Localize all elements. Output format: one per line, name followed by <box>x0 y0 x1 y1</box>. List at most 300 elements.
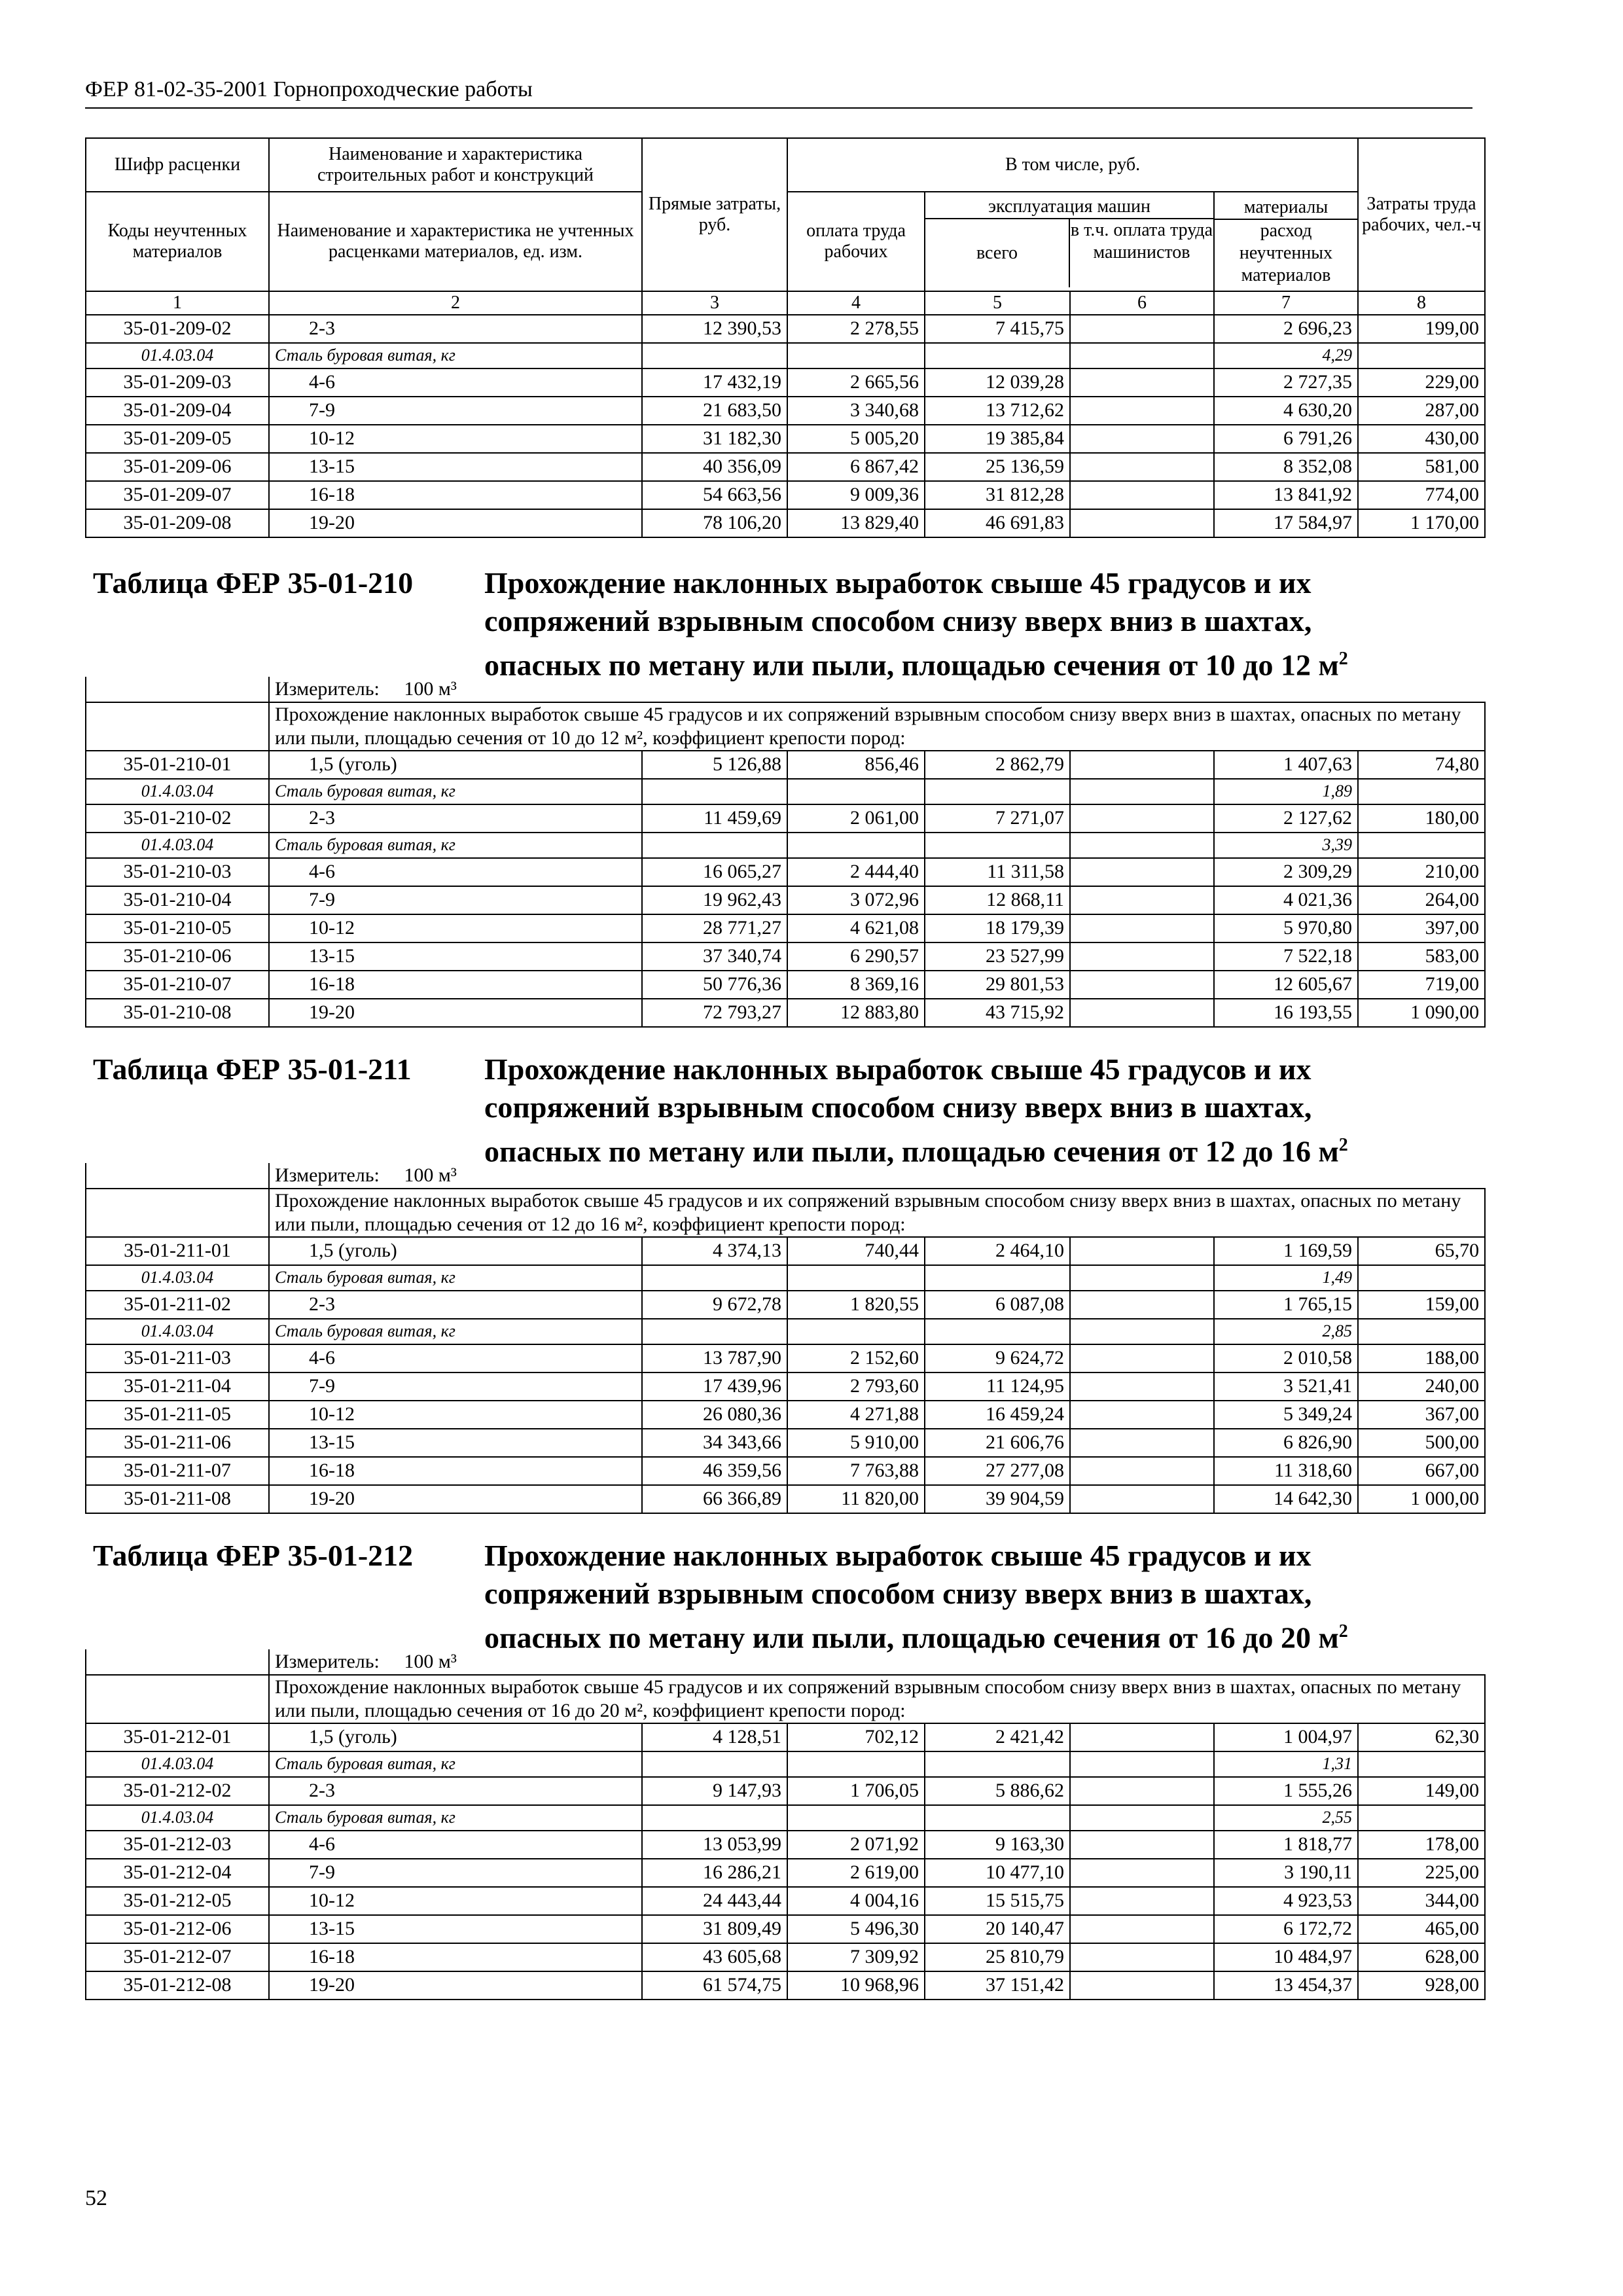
col-direct-header: Прямые затраты, руб. <box>642 138 787 291</box>
table-row <box>86 914 1485 942</box>
machines-total: 12 868,11 <box>925 886 1070 914</box>
machines-pay-label: в т.ч. оплата труда машинистов <box>1070 220 1213 262</box>
title-superscript: 2 <box>1338 649 1348 669</box>
table-row <box>86 1344 1485 1372</box>
empty-cell <box>1358 779 1485 804</box>
machines-pay <box>1070 509 1214 537</box>
material-name: Сталь буровая витая, кг <box>269 833 642 858</box>
rate-name: 13-15 <box>269 1915 642 1943</box>
table-row <box>86 751 1485 779</box>
rate-name: 19-20 <box>269 509 642 537</box>
direct-cost: 78 106,20 <box>642 509 787 537</box>
direct-cost: 21 683,50 <box>642 397 787 425</box>
material-code: 01.4.03.04 <box>86 1805 269 1831</box>
materials-cost: 11 318,60 <box>1214 1457 1358 1485</box>
rate-code: 35-01-211-05 <box>86 1401 269 1429</box>
material-name: Сталь буровая витая, кг <box>269 1319 642 1344</box>
materials-label: материалы <box>1215 196 1357 220</box>
labor-pay: 4 004,16 <box>787 1887 925 1915</box>
rate-name: 19-20 <box>269 999 642 1027</box>
direct-cost: 17 432,19 <box>642 368 787 397</box>
direct-cost: 37 340,74 <box>642 942 787 971</box>
empty-cell <box>925 833 1070 858</box>
rate-code: 35-01-212-03 <box>86 1831 269 1859</box>
machines-pay <box>1070 1457 1214 1485</box>
rates-table <box>85 677 1486 1028</box>
materials-cost: 4 923,53 <box>1214 1887 1358 1915</box>
rate-code: 35-01-212-08 <box>86 1971 269 2000</box>
empty-cell <box>1358 343 1485 368</box>
col-machines-header <box>925 192 1214 291</box>
rate-code: 35-01-211-07 <box>86 1457 269 1485</box>
rate-code: 35-01-212-05 <box>86 1887 269 1915</box>
material-name: Сталь буровая витая, кг <box>269 1805 642 1831</box>
machines-total: 9 163,30 <box>925 1831 1070 1859</box>
table-title-line: Прохождение наклонных выработок свыше 45 градусов и их <box>484 1052 1311 1086</box>
labor-hours: 667,00 <box>1358 1457 1485 1485</box>
labor-hours: 264,00 <box>1358 886 1485 914</box>
machines-total: 13 712,62 <box>925 397 1070 425</box>
column-number: 4 <box>787 291 925 315</box>
material-code: 01.4.03.04 <box>86 1265 269 1291</box>
direct-cost: 24 443,44 <box>642 1887 787 1915</box>
material-row <box>86 343 1485 368</box>
labor-pay: 3 340,68 <box>787 397 925 425</box>
col-code-header: Шифр расценки <box>86 138 269 192</box>
column-number: 2 <box>269 291 642 315</box>
labor-pay: 2 665,56 <box>787 368 925 397</box>
machines-pay <box>1070 453 1214 481</box>
rate-name: 10-12 <box>269 425 642 453</box>
labor-hours: 225,00 <box>1358 1859 1485 1887</box>
rate-name: 13-15 <box>269 1429 642 1457</box>
materials-cost: 14 642,30 <box>1214 1485 1358 1513</box>
rate-code: 35-01-211-08 <box>86 1485 269 1513</box>
empty-cell <box>1070 343 1214 368</box>
machines-pay <box>1070 1831 1214 1859</box>
materials-cost: 2 696,23 <box>1214 315 1358 343</box>
col-incl-header: В том числе, руб. <box>787 138 1358 192</box>
rates-table <box>85 1649 1486 2000</box>
labor-pay: 5 910,00 <box>787 1429 925 1457</box>
empty-cell <box>787 1265 925 1291</box>
table-row <box>86 886 1485 914</box>
table-row <box>86 1915 1485 1943</box>
materials-cost: 5 349,24 <box>1214 1401 1358 1429</box>
materials-cost: 1 004,97 <box>1214 1723 1358 1751</box>
material-use: 1,89 <box>1214 779 1358 804</box>
table-row <box>86 1291 1485 1319</box>
rate-code: 35-01-212-01 <box>86 1723 269 1751</box>
rate-code: 35-01-211-04 <box>86 1372 269 1401</box>
labor-pay: 1 706,05 <box>787 1777 925 1805</box>
table-title-line: Прохождение наклонных выработок свыше 45 градусов и их <box>484 1539 1311 1572</box>
materials-cost: 6 172,72 <box>1214 1915 1358 1943</box>
machines-total: 39 904,59 <box>925 1485 1070 1513</box>
material-use: 1,49 <box>1214 1265 1358 1291</box>
machines-total: 9 624,72 <box>925 1344 1070 1372</box>
material-row <box>86 1805 1485 1831</box>
machines-total: 19 385,84 <box>925 425 1070 453</box>
empty-cell <box>642 1319 787 1344</box>
labor-hours: 367,00 <box>1358 1401 1485 1429</box>
materials-cost: 2 010,58 <box>1214 1344 1358 1372</box>
table-row <box>86 858 1485 886</box>
labor-hours: 180,00 <box>1358 804 1485 833</box>
empty-cell <box>787 1805 925 1831</box>
direct-cost: 5 126,88 <box>642 751 787 779</box>
column-number: 6 <box>1070 291 1214 315</box>
material-row <box>86 1265 1485 1291</box>
table-row <box>86 942 1485 971</box>
material-name: Сталь буровая витая, кг <box>269 1751 642 1777</box>
measure-row <box>86 1649 1485 1675</box>
measure-label: Измеритель: <box>275 1164 380 1186</box>
empty-cell <box>787 833 925 858</box>
table-title-line: опасных по метану или пыли, площадью сечения от 12 до 16 $м^2$ <box>484 1134 1348 1168</box>
direct-cost: 34 343,66 <box>642 1429 787 1457</box>
table-row <box>86 1777 1485 1805</box>
direct-cost: 40 356,09 <box>642 453 787 481</box>
rate-code: 35-01-210-08 <box>86 999 269 1027</box>
table-row <box>86 1887 1485 1915</box>
material-code: 01.4.03.04 <box>86 1751 269 1777</box>
machines-pay <box>1070 1777 1214 1805</box>
rate-code: 35-01-212-07 <box>86 1943 269 1971</box>
empty-cell <box>86 1675 269 1723</box>
machines-pay <box>1070 425 1214 453</box>
materials-cost: 6 791,26 <box>1214 425 1358 453</box>
machines-total: 23 527,99 <box>925 942 1070 971</box>
machines-total: 12 039,28 <box>925 368 1070 397</box>
labor-pay: 2 152,60 <box>787 1344 925 1372</box>
empty-cell <box>1070 833 1214 858</box>
materials-cost: 2 127,62 <box>1214 804 1358 833</box>
labor-pay: 2 793,60 <box>787 1372 925 1401</box>
rate-name: 2-3 <box>269 804 642 833</box>
table-row <box>86 368 1485 397</box>
labor-hours: 430,00 <box>1358 425 1485 453</box>
empty-cell <box>642 1265 787 1291</box>
rate-name: 19-20 <box>269 1971 642 2000</box>
material-code: 01.4.03.04 <box>86 1319 269 1344</box>
table-title-line: сопряжений взрывным способом снизу вверх вниз в шахтах, <box>484 1577 1312 1610</box>
table-code: Таблица ФЕР 35-01-211 <box>93 1052 412 1086</box>
machines-total: 11 311,58 <box>925 858 1070 886</box>
rate-name: 13-15 <box>269 453 642 481</box>
machines-total: 18 179,39 <box>925 914 1070 942</box>
table-row <box>86 425 1485 453</box>
machines-total: 7 415,75 <box>925 315 1070 343</box>
empty-cell <box>787 1319 925 1344</box>
empty-cell <box>787 1751 925 1777</box>
machines-total: 25 810,79 <box>925 1943 1070 1971</box>
materials-cost: 7 522,18 <box>1214 942 1358 971</box>
rate-name: 10-12 <box>269 914 642 942</box>
rate-code: 35-01-212-04 <box>86 1859 269 1887</box>
machines-label: эксплуатация машин <box>925 196 1213 219</box>
direct-cost: 12 390,53 <box>642 315 787 343</box>
labor-hours: 1 090,00 <box>1358 999 1485 1027</box>
materials-cost: 6 826,90 <box>1214 1429 1358 1457</box>
labor-hours: 62,30 <box>1358 1723 1485 1751</box>
rate-code: 35-01-212-06 <box>86 1915 269 1943</box>
materials-cost: 3 190,11 <box>1214 1859 1358 1887</box>
rate-name: 4-6 <box>269 1831 642 1859</box>
empty-cell <box>642 779 787 804</box>
col-labor-header: Затраты труда рабочих, чел.-ч <box>1358 138 1485 291</box>
rate-name: 7-9 <box>269 1859 642 1887</box>
materials-cost: 4 021,36 <box>1214 886 1358 914</box>
rate-name: 16-18 <box>269 481 642 509</box>
empty-cell <box>1358 833 1485 858</box>
table-title-line: сопряжений взрывным способом снизу вверх вниз в шахтах, <box>484 1090 1312 1124</box>
machines-total: 5 886,62 <box>925 1777 1070 1805</box>
table-code: Таблица ФЕР 35-01-210 <box>93 566 414 600</box>
machines-total: 2 464,10 <box>925 1237 1070 1265</box>
machines-pay <box>1070 368 1214 397</box>
measure-value: 100 м³ <box>404 1651 457 1672</box>
rate-name: 1,5 (уголь) <box>269 1237 642 1265</box>
direct-cost: 66 366,89 <box>642 1485 787 1513</box>
materials-cost: 13 454,37 <box>1214 1971 1358 2000</box>
material-row <box>86 779 1485 804</box>
table-row <box>86 453 1485 481</box>
measure-row <box>86 677 1485 702</box>
col-materials-header <box>1214 192 1358 291</box>
measure-label: Измеритель: <box>275 1651 380 1672</box>
machines-total: 21 606,76 <box>925 1429 1070 1457</box>
empty-cell <box>1358 1805 1485 1831</box>
rate-code: 35-01-211-03 <box>86 1344 269 1372</box>
rate-code: 35-01-209-02 <box>86 315 269 343</box>
labor-hours: 581,00 <box>1358 453 1485 481</box>
labor-hours: 229,00 <box>1358 368 1485 397</box>
material-row <box>86 1751 1485 1777</box>
material-name: Сталь буровая витая, кг <box>269 1265 642 1291</box>
empty-cell <box>86 677 269 702</box>
labor-hours: 199,00 <box>1358 315 1485 343</box>
labor-pay: 3 072,96 <box>787 886 925 914</box>
material-use: 1,31 <box>1214 1751 1358 1777</box>
empty-cell <box>787 343 925 368</box>
table-title <box>484 1537 1466 1657</box>
machines-pay <box>1070 481 1214 509</box>
machines-total: 43 715,92 <box>925 999 1070 1027</box>
machines-total: 2 421,42 <box>925 1723 1070 1751</box>
table-row <box>86 481 1485 509</box>
empty-cell <box>1358 1319 1485 1344</box>
rate-code: 35-01-210-06 <box>86 942 269 971</box>
machines-pay <box>1070 315 1214 343</box>
direct-cost: 19 962,43 <box>642 886 787 914</box>
material-row <box>86 1319 1485 1344</box>
machines-pay <box>1070 1429 1214 1457</box>
rate-name: 2-3 <box>269 1291 642 1319</box>
machines-pay <box>1070 804 1214 833</box>
machines-total: 7 271,07 <box>925 804 1070 833</box>
materials-cost: 1 407,63 <box>1214 751 1358 779</box>
materials-cost: 5 970,80 <box>1214 914 1358 942</box>
rate-code: 35-01-210-01 <box>86 751 269 779</box>
labor-hours: 210,00 <box>1358 858 1485 886</box>
empty-cell <box>1358 1265 1485 1291</box>
title-superscript: 2 <box>1338 1135 1348 1155</box>
col-matnames-header: Наименование и характеристика не учтенных расценками материалов, ед. изм. <box>269 192 642 291</box>
materials-cost: 1 169,59 <box>1214 1237 1358 1265</box>
rate-name: 10-12 <box>269 1401 642 1429</box>
direct-cost: 17 439,96 <box>642 1372 787 1401</box>
labor-hours: 65,70 <box>1358 1237 1485 1265</box>
labor-pay: 2 061,00 <box>787 804 925 833</box>
labor-pay: 4 271,88 <box>787 1401 925 1429</box>
table-title <box>484 564 1466 684</box>
labor-pay: 702,12 <box>787 1723 925 1751</box>
materials-cost: 3 521,41 <box>1214 1372 1358 1401</box>
rate-code: 35-01-211-06 <box>86 1429 269 1457</box>
machines-pay <box>1070 1887 1214 1915</box>
table-row <box>86 1831 1485 1859</box>
title-superscript: 2 <box>1338 1621 1348 1641</box>
machines-pay <box>1070 971 1214 999</box>
labor-hours: 928,00 <box>1358 1971 1485 2000</box>
table-row <box>86 1457 1485 1485</box>
labor-pay: 856,46 <box>787 751 925 779</box>
empty-cell <box>925 779 1070 804</box>
direct-cost: 16 286,21 <box>642 1859 787 1887</box>
labor-hours: 465,00 <box>1358 1915 1485 1943</box>
material-use: 3,39 <box>1214 833 1358 858</box>
page-number: 52 <box>85 2186 107 2210</box>
empty-cell <box>86 1649 269 1675</box>
rate-name: 16-18 <box>269 1457 642 1485</box>
material-code: 01.4.03.04 <box>86 779 269 804</box>
direct-cost: 9 147,93 <box>642 1777 787 1805</box>
empty-cell <box>86 1189 269 1237</box>
machines-total: 20 140,47 <box>925 1915 1070 1943</box>
materials-cost: 16 193,55 <box>1214 999 1358 1027</box>
rate-name: 19-20 <box>269 1485 642 1513</box>
machines-pay <box>1070 1291 1214 1319</box>
rate-name: 2-3 <box>269 1777 642 1805</box>
note-row <box>86 1189 1485 1237</box>
direct-cost: 16 065,27 <box>642 858 787 886</box>
labor-hours: 719,00 <box>1358 971 1485 999</box>
table-title-line: Прохождение наклонных выработок свыше 45 градусов и их <box>484 566 1311 600</box>
labor-hours: 397,00 <box>1358 914 1485 942</box>
materials-cost: 1 765,15 <box>1214 1291 1358 1319</box>
labor-pay: 1 820,55 <box>787 1291 925 1319</box>
rates-table <box>85 1163 1486 1514</box>
measure-value: 100 м³ <box>404 1164 457 1186</box>
rate-name: 4-6 <box>269 1344 642 1372</box>
labor-pay: 2 071,92 <box>787 1831 925 1859</box>
direct-cost: 4 374,13 <box>642 1237 787 1265</box>
labor-hours: 583,00 <box>1358 942 1485 971</box>
machines-pay <box>1070 886 1214 914</box>
labor-pay: 7 763,88 <box>787 1457 925 1485</box>
materials-cost: 2 727,35 <box>1214 368 1358 397</box>
material-name: Сталь буровая витая, кг <box>269 779 642 804</box>
machines-pay <box>1070 1372 1214 1401</box>
labor-hours: 500,00 <box>1358 1429 1485 1457</box>
labor-pay: 9 009,36 <box>787 481 925 509</box>
rate-code: 35-01-210-07 <box>86 971 269 999</box>
rate-code: 35-01-212-02 <box>86 1777 269 1805</box>
empty-cell <box>86 1163 269 1189</box>
empty-cell <box>925 1751 1070 1777</box>
materials-cost: 13 841,92 <box>1214 481 1358 509</box>
machines-total: 29 801,53 <box>925 971 1070 999</box>
labor-hours: 774,00 <box>1358 481 1485 509</box>
direct-cost: 13 787,90 <box>642 1344 787 1372</box>
empty-cell <box>1358 1751 1485 1777</box>
machines-pay <box>1070 1237 1214 1265</box>
rate-name: 10-12 <box>269 1887 642 1915</box>
table-note: Прохождение наклонных выработок свыше 45 градусов и их сопряжений взрывным способом снизу вверх вниз в шахтах, опасных по метану или пыли, площадью сечения от 12 до 16 м², коэффициент крепости пород: <box>269 1189 1485 1237</box>
direct-cost: 43 605,68 <box>642 1943 787 1971</box>
empty-cell <box>925 1319 1070 1344</box>
table-row <box>86 1372 1485 1401</box>
machines-pay <box>1070 914 1214 942</box>
labor-pay: 2 444,40 <box>787 858 925 886</box>
machines-pay <box>1070 1915 1214 1943</box>
table-title <box>484 1050 1466 1170</box>
table-row <box>86 999 1485 1027</box>
machines-total: 16 459,24 <box>925 1401 1070 1429</box>
machines-pay <box>1070 858 1214 886</box>
machines-total: 37 151,42 <box>925 1971 1070 2000</box>
table-row <box>86 315 1485 343</box>
rate-code: 35-01-209-08 <box>86 509 269 537</box>
measure-cell <box>269 1163 1485 1189</box>
measure-value: 100 м³ <box>404 678 457 700</box>
column-number: 7 <box>1214 291 1358 315</box>
rate-code: 35-01-210-04 <box>86 886 269 914</box>
materials-cost: 10 484,97 <box>1214 1943 1358 1971</box>
machines-pay <box>1070 1485 1214 1513</box>
rate-name: 16-18 <box>269 1943 642 1971</box>
materials-cost: 12 605,67 <box>1214 971 1358 999</box>
materials-cost: 17 584,97 <box>1214 509 1358 537</box>
labor-pay: 12 883,80 <box>787 999 925 1027</box>
note-row <box>86 702 1485 751</box>
materials-cost: 1 555,26 <box>1214 1777 1358 1805</box>
rate-name: 4-6 <box>269 858 642 886</box>
material-code: 01.4.03.04 <box>86 833 269 858</box>
rate-name: 13-15 <box>269 942 642 971</box>
materials-cost: 2 309,29 <box>1214 858 1358 886</box>
labor-pay: 5 005,20 <box>787 425 925 453</box>
labor-hours: 344,00 <box>1358 1887 1485 1915</box>
table-note: Прохождение наклонных выработок свыше 45 градусов и их сопряжений взрывным способом снизу вверх вниз в шахтах, опасных по метану или пыли, площадью сечения от 16 до 20 м², коэффициент крепости пород: <box>269 1675 1485 1723</box>
empty-cell <box>642 1805 787 1831</box>
machines-pay <box>1070 942 1214 971</box>
empty-cell <box>642 343 787 368</box>
column-number: 5 <box>925 291 1070 315</box>
running-header: ФЕР 81-02-35-2001 Горнопроходческие работы <box>85 77 1472 109</box>
labor-pay: 5 496,30 <box>787 1915 925 1943</box>
measure-label: Измеритель: <box>275 678 380 700</box>
rate-name: 2-3 <box>269 315 642 343</box>
rate-name: 16-18 <box>269 971 642 999</box>
measure-cell <box>269 1649 1485 1675</box>
materials-cost: 8 352,08 <box>1214 453 1358 481</box>
labor-hours: 240,00 <box>1358 1372 1485 1401</box>
col-laborpay-header: оплата труда рабочих <box>787 192 925 291</box>
direct-cost: 13 053,99 <box>642 1831 787 1859</box>
machines-total: 25 136,59 <box>925 453 1070 481</box>
